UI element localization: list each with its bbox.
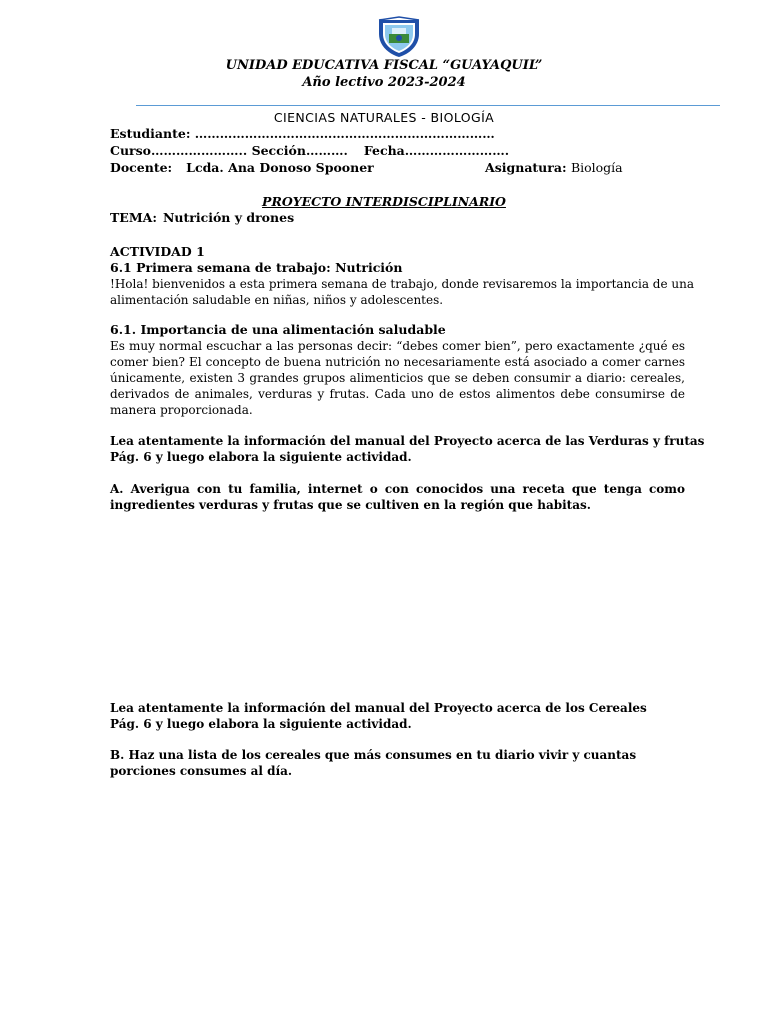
school-shield-emblem-icon (376, 16, 422, 58)
subject-value: Biología (570, 160, 623, 175)
task-a-line: A. Averigua con tu familia, internet o con conocidos una receta que tenga como (110, 482, 685, 496)
task-a (110, 481, 685, 513)
tema-line (110, 210, 294, 225)
read-a-line: Lea atentamente la información del manual del Proyecto acerca de las Verduras y frutas (110, 434, 705, 448)
header-divider (136, 105, 720, 106)
importance-paragraph (110, 338, 685, 418)
importance-line: únicamente, existen 3 grandes grupos alimenticios que se deben consumir a diario: cereales, (110, 371, 685, 385)
importance-line: comer bien? El concepto de buena nutrición no necesariamente está asociado a comer carnes (110, 355, 685, 369)
date-blank: ……………………. (404, 143, 510, 158)
school-year: Año lectivo 2023-2024 (302, 75, 466, 90)
task-b-line: porciones consumes al día. (110, 764, 293, 778)
read-b-line: Pág. 6 y luego elabora la siguiente actividad. (110, 717, 412, 731)
read-instruction-b (110, 700, 685, 732)
week-heading: 6.1 Primera semana de trabajo: Nutrición (110, 260, 403, 275)
importance-line: manera proporcionada. (110, 403, 253, 417)
read-instruction-a (110, 433, 705, 465)
subject-field (485, 160, 623, 175)
task-b (110, 747, 685, 779)
student-label: Estudiante: (110, 126, 195, 141)
student-blank: ……………………………………………………………… (194, 126, 495, 141)
teacher-line (110, 160, 685, 175)
intro-paragraph (110, 276, 695, 308)
tema-value: Nutrición y drones (162, 210, 295, 225)
teacher-label: Docente: (110, 160, 173, 175)
task-a-line: ingredientes verduras y frutas que se cultiven en la región que habitas. (110, 498, 591, 512)
importance-heading: 6.1. Importancia de una alimentación saludable (110, 322, 446, 337)
student-line (110, 126, 495, 141)
course-label: Curso (110, 143, 151, 158)
school-name: UNIDAD EDUCATIVA FISCAL “GUAYAQUIL” (225, 58, 543, 73)
project-title: PROYECTO INTERDISCIPLINARIO (262, 194, 506, 209)
subject-title: CIENCIAS NATURALES - BIOLOGÍA (273, 110, 495, 125)
tema-label: TEMA: (110, 210, 157, 225)
intro-line: !Hola! bienvenidos a esta primera semana de trabajo, donde revisaremos la importancia de una (110, 277, 695, 291)
read-b-line: Lea atentamente la información del manual del Proyecto acerca de los Cereales (110, 701, 647, 715)
importance-line: derivados de animales, verduras y frutas. Cada uno de estos alimentos debe consumirse de (110, 387, 685, 401)
activity-title: ACTIVIDAD 1 (110, 244, 205, 259)
section-blank: ………. (305, 143, 348, 158)
teacher-name: Lcda. Ana Donoso Spooner (186, 160, 374, 175)
read-a-line: Pág. 6 y luego elabora la siguiente actividad. (110, 450, 412, 464)
course-blank: ………………….. (151, 143, 252, 158)
date-label: Fecha (363, 143, 405, 158)
section-label: Sección (251, 143, 306, 158)
course-line (110, 143, 509, 158)
task-b-line: B. Haz una lista de los cereales que más consumes en tu diario vivir y cuantas (110, 748, 637, 762)
intro-line: alimentación saludable en niñas, niños y adolescentes. (110, 293, 444, 307)
importance-line: Es muy normal escuchar a las personas decir: “debes comer bien”, pero exactamente ¿qué es (110, 339, 685, 353)
subject-label: Asignatura: (485, 160, 571, 175)
